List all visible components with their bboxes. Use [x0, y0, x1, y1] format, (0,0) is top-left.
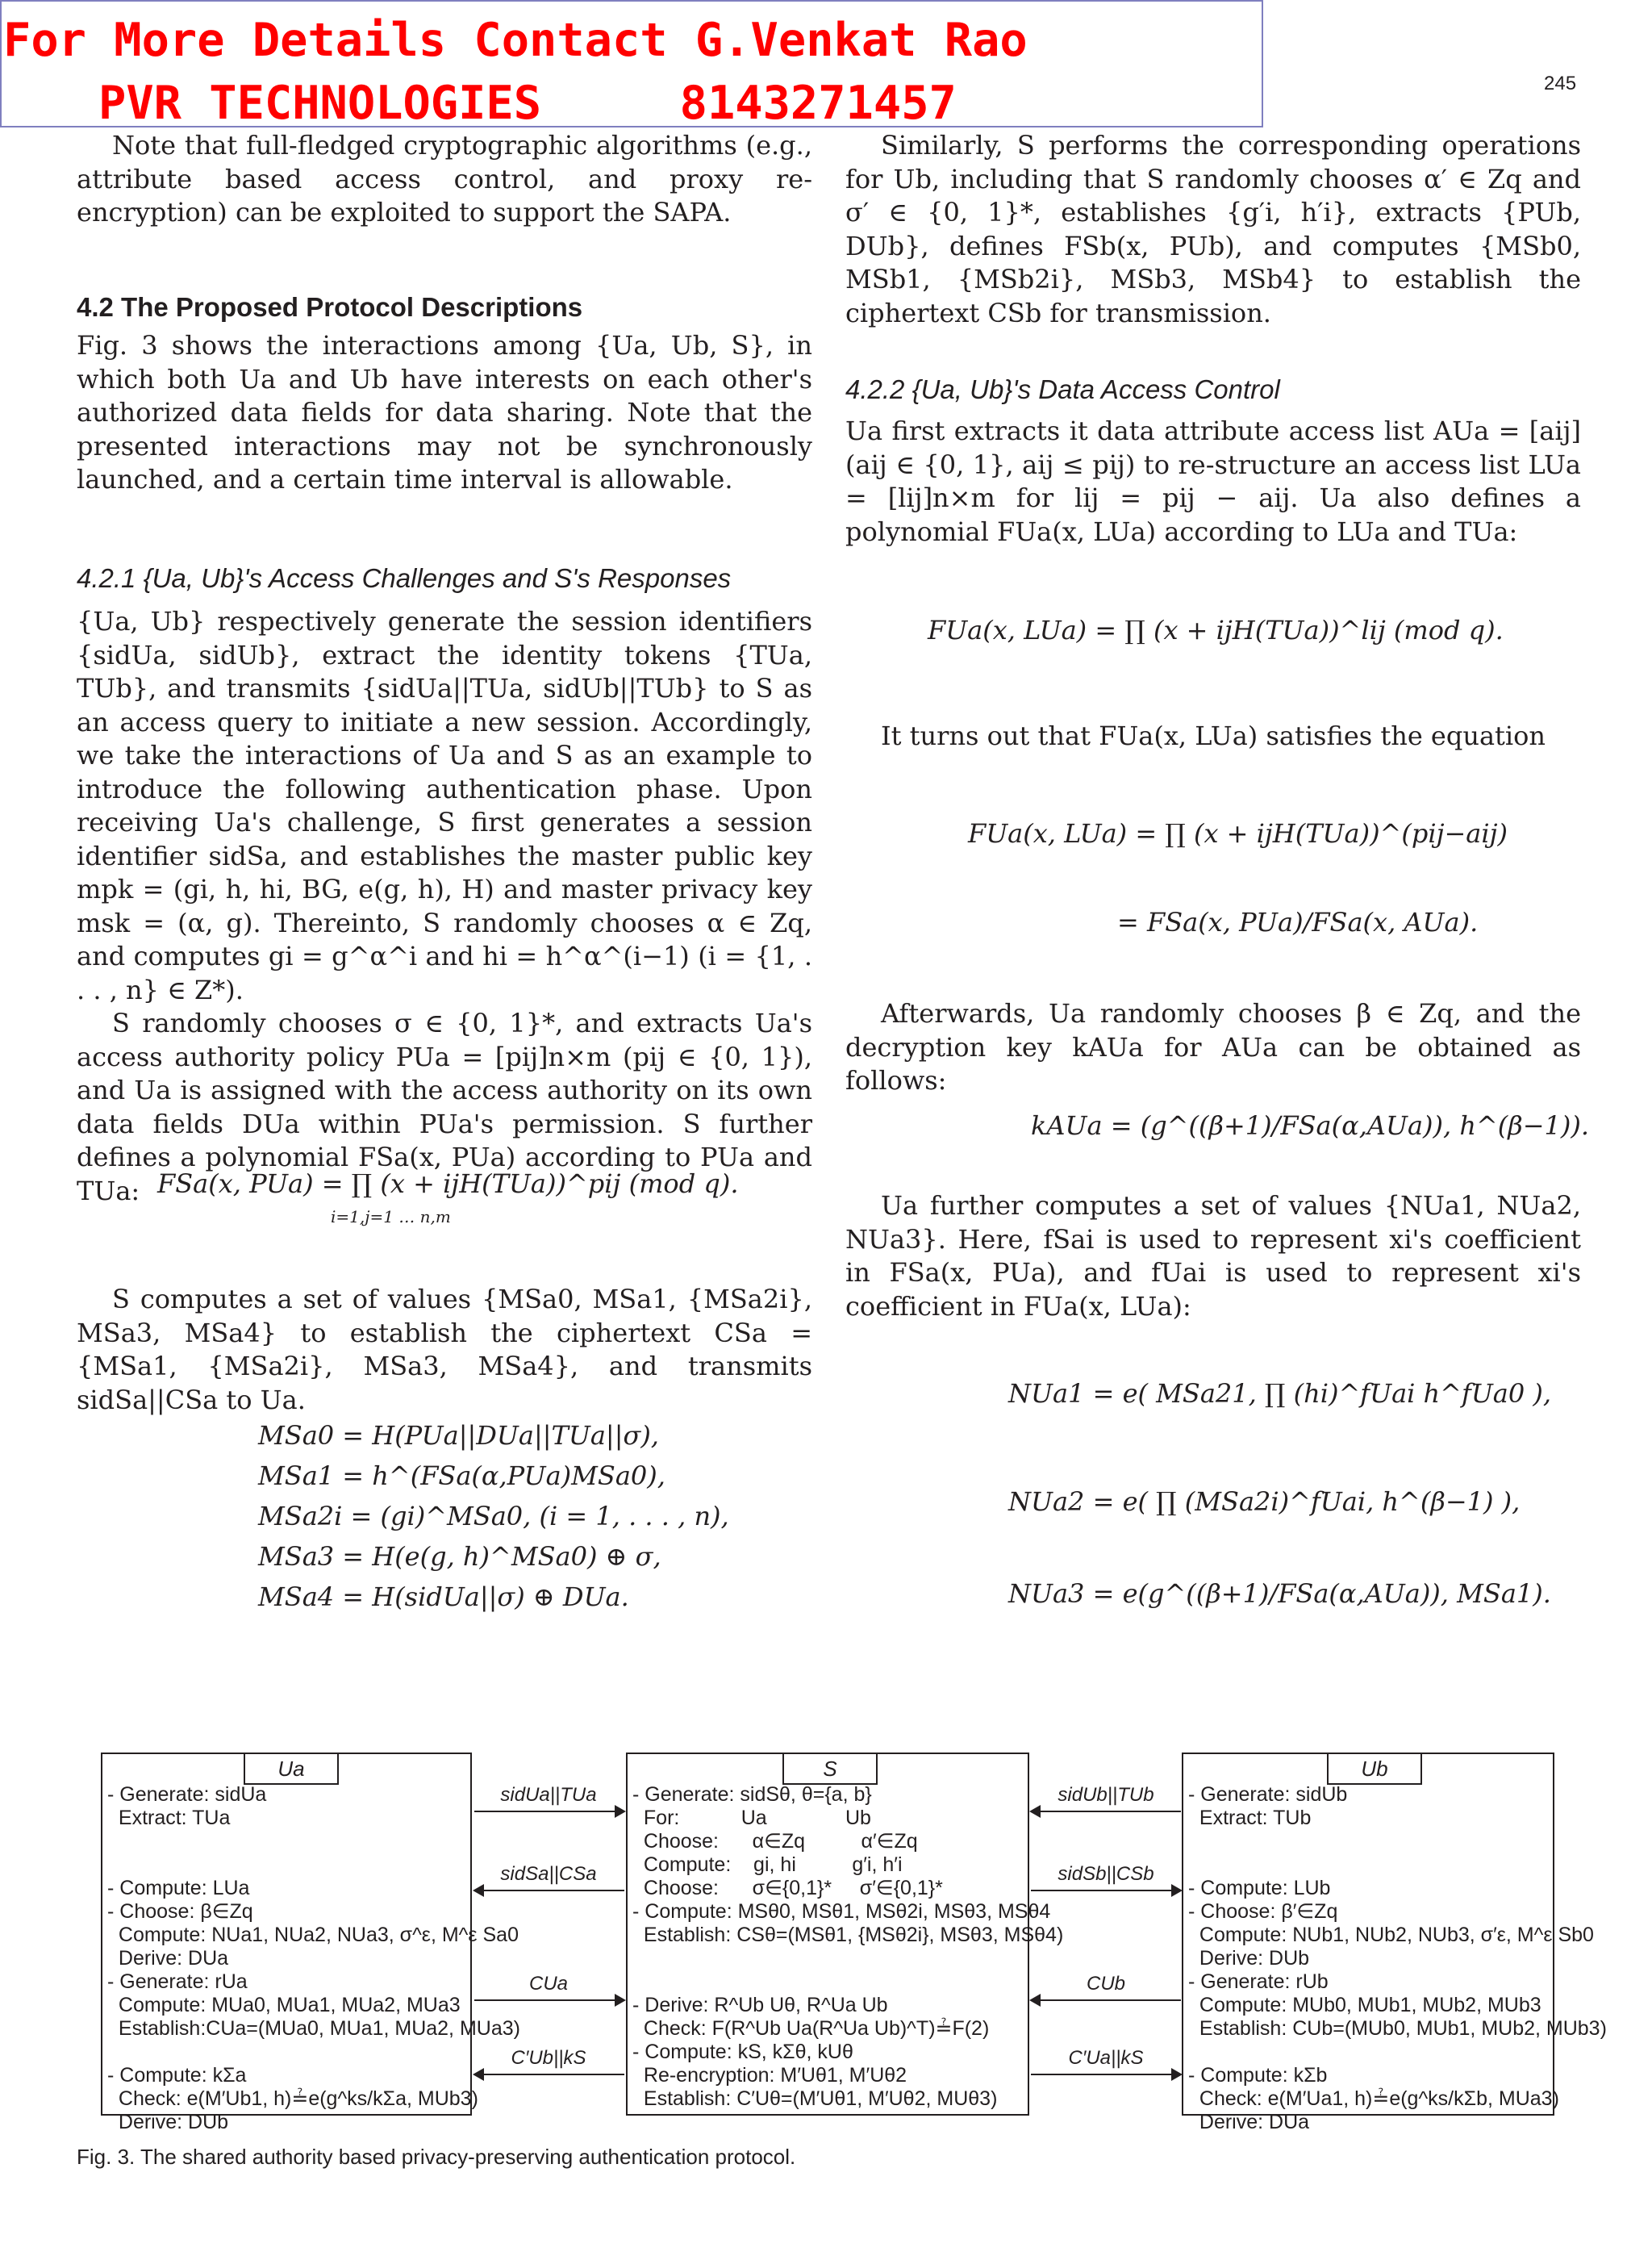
- paragraph-access-challenges: {Ua, Ub} respectively generate the session identifiers {sidUa, sidUb}, extract the identity tokens {TUa, TUb}, and transmits {sidUa||TUa, sidUb||TUb} to S as an access query to initiate a new session. Accordingly, we take the interactions of Ua and S as an example to introduce the following authentication phase. Upon receiving Ua's challenge, S first generates a session identifier sidSa, and establishes the master public key mpk = (gi, h, hi, BG, e(g, h), H) and master privacy key msk = (α, g). Thereinto, S randomly chooses α ∈ Zq, and computes gi = g^α^i and hi = h^α^(i−1) (i = {1, . . . , n} ∈ Z*).: [77, 606, 812, 1005]
- arrow-label-CUb: CUb: [1086, 1973, 1125, 1995]
- arrow-label-sidSb-CSb: sidSb||CSb: [1058, 1863, 1154, 1885]
- page-number: 245: [1544, 73, 1577, 94]
- arrow-label-CUa-kS: C′Ua||kS: [1068, 2047, 1144, 2069]
- arrow-label-sidUb-TUb: sidUb||TUb: [1058, 1784, 1154, 1806]
- paragraph-similarly: Similarly, S performs the corresponding operations for Ub, including that S randomly chooses α′ ∈ Zq and σ′ ∈ {0, 1}*, establishes {g′i, h′i}, extracts {PUb, DUb}, defines FSb(x, PUb), and computes {MSb0, MSb1, {MSb2i}, MSb3, MSb4} to establish the ciphertext CSb for transmission.: [845, 130, 1581, 328]
- arrow-s-to-ub-2: [1031, 2074, 1181, 2075]
- arrow-label-CUb-kS: C′Ub||kS: [511, 2047, 586, 2069]
- paragraph-afterwards: Afterwards, Ua randomly chooses β ∈ Zq, and the decryption key kAUa for AUa can be obtained as follows:: [845, 998, 1581, 1096]
- equation-FSa-limits: i=1,j=1 … n,m: [331, 1207, 451, 1226]
- contact-banner: [0, 0, 1263, 130]
- equation-MSa1: MSa1 = h^(FSa(α,PUa)MSa0),: [258, 1460, 665, 1491]
- box-ua-body: - Generate: sidUa Extract: TUa - Compute: LUa - Choose: β∈Zq Compute: NUa1, NUa2, NUa3, σ^ε, M^ε Sa0 Derive: DUa - Generate: rUa Compute: MUa0, MUa1, MUa2, MUa3 Establish:CUa=(MUa0, MUa1, MUa2, MUa3) - Compute: kΣa Check: e(M′Ub1, h)≟e(g^ks/kΣa, MUb3) Derive: DUb: [107, 1783, 520, 2133]
- equation-MSa3: MSa3 = H(e(g, h)^MSa0) ⊕ σ,: [258, 1541, 661, 1572]
- left-column: [77, 129, 812, 230]
- section-heading-4-2-1: 4.2.1 {Ua, Ub}'s Access Challenges and S's Responses: [77, 563, 732, 593]
- arrow-ua-to-s-1: [474, 1811, 624, 1812]
- equation-kAUa: kAUa = (g^((β+1)/FSa(α,AUa)), h^(β−1)).: [1031, 1110, 1590, 1141]
- arrow-s-to-ub-1: [1031, 1890, 1181, 1891]
- banner-line-1: For More Details Contact G.Venkat Rao: [3, 14, 1028, 67]
- paragraph-turns-out: It turns out that FUa(x, LUa) satisfies the equation: [881, 721, 1546, 751]
- equation-FUa-ratio: = FSa(x, PUa)/FSa(x, AUa).: [1117, 907, 1479, 938]
- equation-NUa1: NUa1 = e( MSa21, ∏ (hi)^fUai h^fUa0 ),: [1008, 1378, 1552, 1409]
- equation-NUa2: NUa2 = e( ∏ (MSa2i)^fUai, h^(β−1) ),: [1008, 1486, 1521, 1517]
- box-ua: [101, 1753, 520, 2133]
- equation-list-MSa: [258, 1420, 729, 1622]
- box-s-body: - Generate: sidSθ, θ={a, b} For: Ua Ub Choose: α∈Zq α′∈Zq Compute: gi, hi g′i, h′i Choose: σ∈{0,1}* σ′∈{0,1}* - Compute: MSθ0, MSθ1, MSθ2i, MSθ3, MSθ4 Establish: CSθ=(MSθ1, {MSθ2i}, MSθ3, MSθ4) - Derive: R^Ub Uθ, R^Ua Ub Check: F(R^Ub Ua(R^Ua Ub)^T)≟F(2) - Compute: kS, kΣθ, kUθ Re-encryption: M′Uθ1, M′Uθ2 Establish: C′Uθ=(M′Uθ1, M′Uθ2, MUθ3): [632, 1783, 1064, 2110]
- arrow-ub-to-s-1: [1031, 1811, 1181, 1812]
- equation-MSa2i: MSa2i = (gi)^MSa0, (i = 1, . . . , n),: [258, 1501, 729, 1531]
- right-column-block-5: [845, 1189, 1581, 1323]
- equation-FUa-expanded: FUa(x, LUa) = ∏ (x + ijH(TUa))^(pij−aij): [968, 818, 1508, 849]
- equation-MSa4: MSa4 = H(sidUa||σ) ⊕ DUa.: [258, 1581, 629, 1612]
- arrow-s-to-ua-2: [474, 2074, 624, 2075]
- figure-caption: Fig. 3. The shared authority based privacy-preserving authentication protocol.: [77, 2145, 796, 2169]
- paragraph-note: Note that full-fledged cryptographic algorithms (e.g., attribute based access control, and proxy re-encryption) can be exploited to support the SAPA.: [77, 130, 812, 228]
- right-column-block-1: [845, 129, 1581, 330]
- left-column-block-2: [77, 329, 812, 497]
- arrow-label-CUa: CUa: [528, 1973, 568, 1995]
- arrow-label-sidUa-TUa: sidUa||TUa: [500, 1784, 597, 1806]
- arrow-label-sidSa-CSa: sidSa||CSa: [500, 1863, 597, 1885]
- arrow-ub-to-s-2: [1031, 1999, 1181, 2001]
- paragraph-ciphertext: S computes a set of values {MSa0, MSa1, {MSa2i}, MSa3, MSa4} to establish the ciphertext CSa = {MSa1, {MSa2i}, MSa3, MSa4}, and transmits sidSa||CSa to Ua.: [77, 1284, 812, 1415]
- section-heading-4-2-2: 4.2.2 {Ua, Ub}'s Data Access Control: [845, 374, 1280, 404]
- arrow-s-to-ua-1: [474, 1890, 624, 1891]
- box-ub: [1182, 1753, 1607, 2133]
- paragraph-policy: S randomly chooses σ ∈ {0, 1}*, and extracts Ua's access authority policy PUa = [pij]n×m (pij ∈ {0, 1}), and Ua is assigned with the access authority on its own data fields DUa within PUa's permission. S further defines a polynomial FSa(x, PUa) according to PUa and TUa:: [77, 1008, 812, 1206]
- equation-NUa3: NUa3 = e(g^((β+1)/FSa(α,AUa)), MSa1).: [1008, 1578, 1551, 1609]
- right-column-block-3: [845, 720, 1581, 754]
- box-ua-title: Ua: [244, 1753, 339, 1785]
- left-column-block-3: [77, 605, 812, 1208]
- box-s: [626, 1753, 1064, 2116]
- box-s-title: S: [782, 1753, 878, 1785]
- arrow-ua-to-s-2: [474, 1999, 624, 2001]
- paragraph-further-computes: Ua further computes a set of values {NUa1, NUa2, NUa3}. Here, fSai is used to represent xi's coefficient in FSa(x, PUa), and fUai is used to represent xi's coefficient in FUa(x, LUa):: [845, 1190, 1581, 1322]
- equation-MSa0: MSa0 = H(PUa||DUa||TUa||σ),: [258, 1420, 659, 1451]
- paragraph-access-list: Ua first extracts it data attribute access list AUa = [aij] (aij ∈ {0, 1}, aij ≤ pij) to re-structure an access list LUa = [lij]n×m for lij = pij − aij. Ua also defines a polynomial FUa(x, LUa) according to LUa and TUa:: [845, 416, 1581, 547]
- figure-protocol: [97, 1743, 1607, 2133]
- box-ub-body: - Generate: sidUb Extract: TUb - Compute: LUb - Choose: β′∈Zq Compute: NUb1, NUb2, NUb3, σ′ε, M^ε Sb0 Derive: DUb - Generate: rUb Compute: MUb0, MUb1, MUb2, MUb3 Establish: CUb=(MUb0, MUb1, MUb2, MUb3) - Compute: kΣb Check: e(M′Ua1, h)≟e(g^ks/kΣb, MUa3) Derive: DUa: [1188, 1783, 1607, 2133]
- paragraph-fig3-intro: Fig. 3 shows the interactions among {Ua, Ub, S}, in which both Ua and Ub have interests on each other's authorized data fields for data sharing. Note that the presented interactions may not be synchronously launched, and a certain time interval is allowable.: [77, 330, 812, 495]
- section-heading-4-2: 4.2 The Proposed Protocol Descriptions: [77, 292, 583, 322]
- right-column-block-4: [845, 997, 1581, 1098]
- box-ub-title: Ub: [1327, 1753, 1422, 1785]
- equation-FUa: FUa(x, LUa) = ∏ (x + ijH(TUa))^lij (mod q).: [928, 615, 1504, 645]
- banner-line-2: PVR TECHNOLOGIES 8143271457: [98, 77, 957, 130]
- equation-FSa: FSa(x, PUa) = ∏ (x + ijH(TUa))^pij (mod q).: [157, 1168, 739, 1199]
- left-column-block-4: [77, 1283, 812, 1417]
- right-column-block-2: [845, 415, 1581, 549]
